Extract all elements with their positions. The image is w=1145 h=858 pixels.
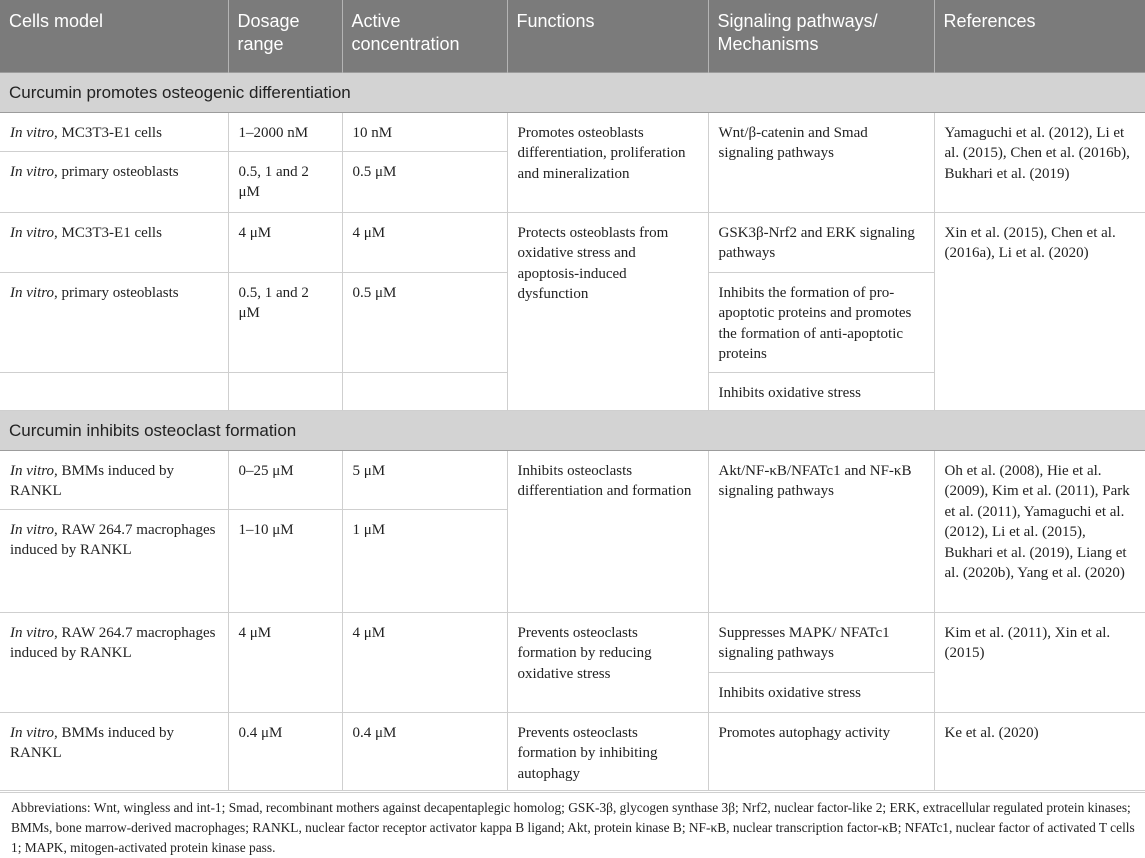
header-references: References [934,0,1145,72]
dosage-cell: 0.5, 1 and 2 μM [228,272,342,372]
active-concentration-cell: 1 μM [342,509,507,612]
header-dosage-range: Dosage range [228,0,342,72]
function-cell: Prevents osteoclasts formation by inhibiting autophagy [507,712,708,791]
cells-model-cell [0,712,228,791]
references-cell: Yamaguchi et al. (2012), Li et al. (2015), Chen et al. (2016b), Bukhari et al. (2019) [934,112,1145,212]
in-vitro-label: In vitro [10,163,55,180]
header-signaling-pathways: Signaling pathways/ Mechanisms [708,0,934,72]
active-concentration-cell: 4 μM [342,212,507,272]
cells-model-cell [0,212,228,272]
dosage-cell: 1–10 μM [228,509,342,612]
pathway-cell: Inhibits oxidative stress [708,672,934,712]
header-cells-model: Cells model [0,0,228,72]
cells-model-text: , primary osteoblasts [54,163,179,180]
function-cell: Promotes osteoblasts differentiation, proliferation and mineralization [507,112,708,212]
empty-cell [342,372,507,410]
cells-model-cell [0,112,228,151]
cells-model-text: , primary osteoblasts [54,284,179,301]
cells-model-cell [0,612,228,712]
dosage-cell: 1–2000 nM [228,112,342,151]
in-vitro-label: In vitro [10,224,55,241]
cells-model-cell [0,151,228,212]
dosage-cell: 0.5, 1 and 2 μM [228,151,342,212]
cells-model-cell [0,272,228,372]
table-row [0,212,1145,272]
pathway-cell: Inhibits oxidative stress [708,372,934,410]
cells-model-text: , MC3T3-E1 cells [54,224,162,241]
pathway-cell: Suppresses MAPK/ NFATc1 signaling pathways [708,612,934,672]
section-title: Curcumin promotes osteogenic differentiation [0,72,1145,112]
cells-model-text: , BMMs induced by RANKL [10,724,175,761]
active-concentration-cell: 10 nM [342,112,507,151]
cells-model-cell [0,509,228,612]
section-row [0,72,1145,112]
cells-model-text: , RAW 264.7 macrophages induced by RANKL [10,624,216,661]
in-vitro-label: In vitro [10,624,55,641]
empty-cell [228,372,342,410]
pathway-cell: GSK3β-Nrf2 and ERK signaling pathways [708,212,934,272]
table-row [0,612,1145,672]
function-cell: Inhibits osteoclasts differentiation and formation [507,450,708,612]
header-functions: Functions [507,0,708,72]
references-cell: Kim et al. (2011), Xin et al. (2015) [934,612,1145,712]
in-vitro-label: In vitro [10,124,55,141]
in-vitro-label: In vitro [10,284,55,301]
pathway-cell: Inhibits the formation of pro-apoptotic proteins and promotes the formation of anti-apoptotic proteins [708,272,934,372]
dosage-cell: 4 μM [228,612,342,712]
table-row [0,112,1145,151]
pathway-cell: Promotes autophagy activity [708,712,934,791]
references-cell: Xin et al. (2015), Chen et al. (2016a), Li et al. (2020) [934,212,1145,410]
active-concentration-cell: 5 μM [342,450,507,509]
in-vitro-label: In vitro [10,724,55,741]
header-active-concentration: Active concentration [342,0,507,72]
references-cell: Oh et al. (2008), Hie et al. (2009), Kim et al. (2011), Park et al. (2011), Yamaguchi et al. (2012), Li et al. (2015), Bukhari et al. (2019), Liang et al. (2020b), Yang et al. (2020) [934,450,1145,612]
dosage-cell: 0–25 μM [228,450,342,509]
in-vitro-label: In vitro [10,521,55,538]
dosage-cell: 4 μM [228,212,342,272]
active-concentration-cell: 0.4 μM [342,712,507,791]
table-row [0,712,1145,791]
cells-model-text: , BMMs induced by RANKL [10,462,175,499]
active-concentration-cell: 0.5 μM [342,272,507,372]
in-vitro-label: In vitro [10,462,55,479]
cells-model-cell [0,450,228,509]
function-cell: Protects osteoblasts from oxidative stress and apoptosis-induced dysfunction [507,212,708,410]
empty-cell [0,372,228,410]
section-title: Curcumin inhibits osteoclast formation [0,410,1145,450]
cells-model-text: , MC3T3-E1 cells [54,124,162,141]
dosage-cell: 0.4 μM [228,712,342,791]
pathway-cell: Wnt/β-catenin and Smad signaling pathways [708,112,934,212]
abbreviations-footnote: Abbreviations: Wnt, wingless and int-1; Smad, recombinant mothers against decapentaplegic homolog; GSK-3β, glycogen synthase 3β; Nrf2, nuclear factor-like 2; ERK, extracellular regulated protein kinases; BMMs, bone marrow-derived macrophages; RANKL, nuclear factor receptor activator kappa B ligand; Akt, protein kinase B; NF-κB, nuclear transcription factor-κB; NFATc1, nuclear factor of activated T cells 1; MAPK, mitogen-activated protein kinase pass. [11,800,1135,855]
table-row [0,450,1145,509]
table-header-row [0,0,1145,72]
active-concentration-cell: 4 μM [342,612,507,712]
active-concentration-cell: 0.5 μM [342,151,507,212]
footnote-divider [0,792,1145,793]
function-cell: Prevents osteoclasts formation by reducing oxidative stress [507,612,708,712]
section-row [0,410,1145,450]
references-cell: Ke et al. (2020) [934,712,1145,791]
cells-model-text: , RAW 264.7 macrophages induced by RANKL [10,521,216,558]
pathway-cell: Akt/NF-κB/NFATc1 and NF-κB signaling pathways [708,450,934,612]
